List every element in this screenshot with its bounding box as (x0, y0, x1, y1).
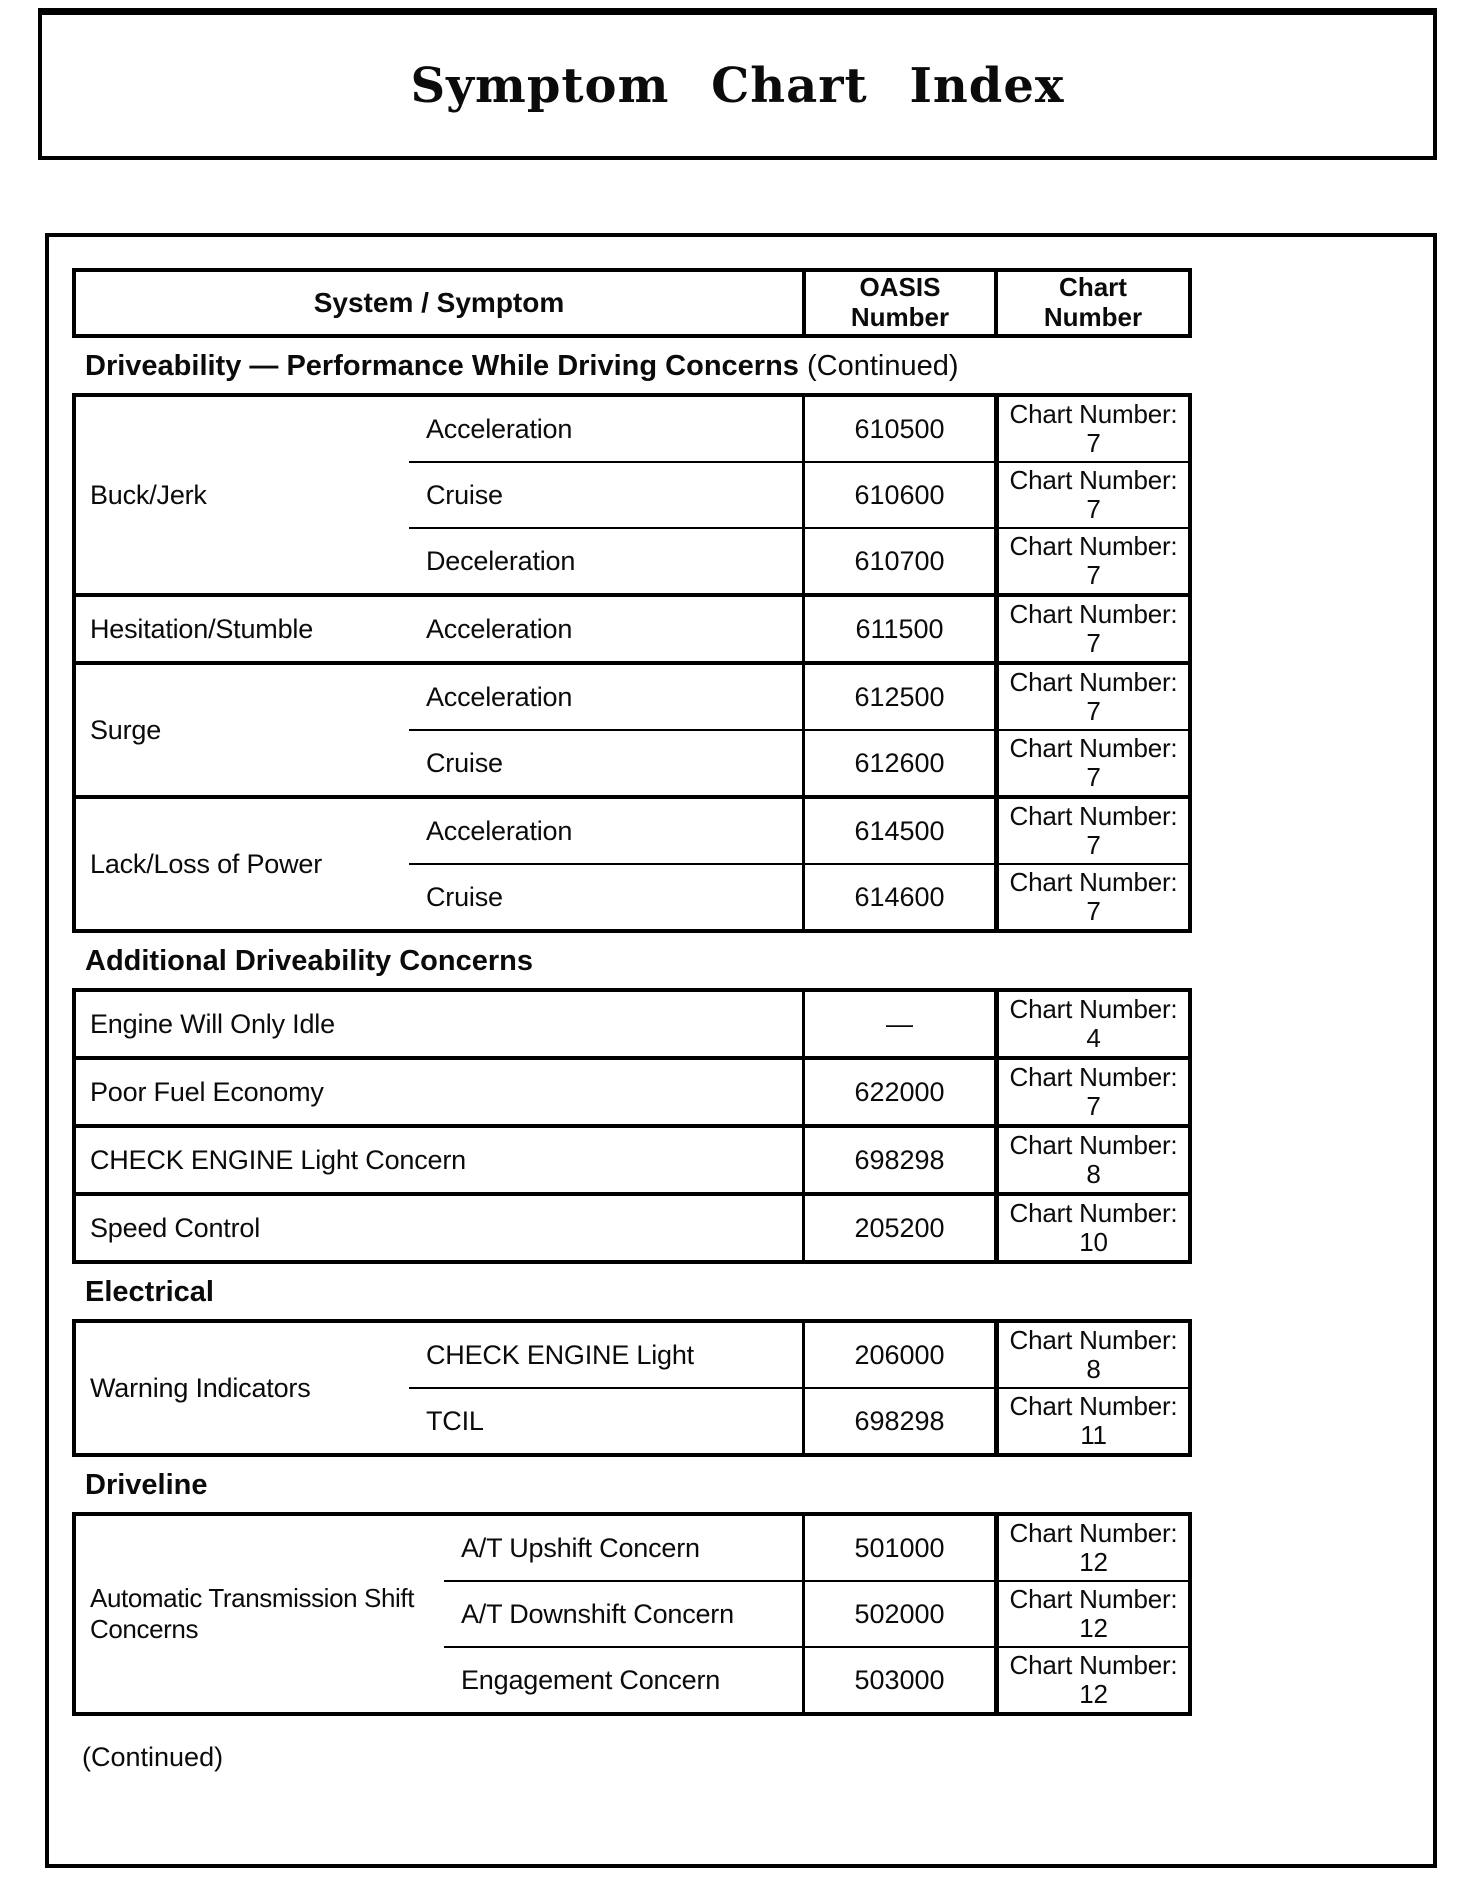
chart-prefix: Chart Number: (1009, 1517, 1178, 1548)
symptom-cell: A/T Upshift Concern (461, 1532, 700, 1563)
oasis-cell: 612600 (802, 731, 994, 795)
row-poor-fuel-economy (72, 1056, 1192, 1128)
chart-cell (994, 1196, 1188, 1260)
symptom-cell: Engagement Concern (461, 1664, 721, 1695)
group-rows (409, 397, 1188, 593)
system-cell: Speed Control (90, 1212, 261, 1243)
chart-prefix: Chart Number: (1009, 1583, 1178, 1614)
chart-cell (994, 463, 1188, 527)
oasis-cell: 610700 (802, 529, 994, 593)
chart-cell (994, 799, 1188, 863)
symptom-cell: Acceleration (426, 613, 573, 644)
table-row (409, 461, 1188, 527)
oasis-cell: 614500 (802, 799, 994, 863)
table-row (409, 1387, 1188, 1453)
group-rows (409, 665, 1188, 795)
system-cell: Automatic Transmission Shift Concerns (90, 1582, 415, 1644)
chart-cell (994, 865, 1188, 929)
chart-number: 7 (1086, 560, 1101, 590)
system-cell: CHECK ENGINE Light Concern (90, 1144, 466, 1175)
column-header-system-symptom: System / Symptom (313, 287, 565, 318)
chart-number: 4 (1086, 1023, 1101, 1053)
chart-cell (994, 665, 1188, 729)
oasis-cell: 502000 (802, 1582, 994, 1646)
oasis-cell: 206000 (802, 1323, 994, 1387)
table-row (409, 729, 1188, 795)
chart-cell (994, 597, 1188, 661)
chart-header-line1: Chart (1059, 272, 1127, 303)
oasis-cell: 205200 (802, 1196, 994, 1260)
oasis-cell: 612500 (802, 665, 994, 729)
group-buck-jerk (72, 393, 1192, 597)
system-cell: Engine Will Only Idle (90, 1008, 335, 1039)
chart-number: 7 (1086, 1091, 1101, 1121)
oasis-cell: 698298 (802, 1389, 994, 1453)
table-row (409, 397, 1188, 461)
oasis-cell: 698298 (802, 1128, 994, 1192)
section-label-electrical (72, 1264, 1192, 1319)
chart-cell (994, 529, 1188, 593)
section-label-rest: (Continued) (798, 350, 959, 382)
row-speed-control (72, 1192, 1192, 1264)
oasis-header-line2: Number (850, 302, 950, 332)
chart-number: 10 (1079, 1227, 1108, 1257)
section-label-bold: Driveability — Performance While Driving Concerns (85, 350, 799, 382)
chart-number: 7 (1086, 696, 1101, 726)
column-header-oasis-number (802, 272, 994, 334)
column-header-chart-number (994, 272, 1188, 334)
table-row (409, 527, 1188, 593)
section-label-bold: Driveline (85, 1469, 208, 1501)
chart-number: 7 (1086, 428, 1101, 458)
table-row (409, 665, 1188, 729)
symptom-cell: Cruise (426, 747, 503, 778)
index-table-container (45, 233, 1437, 1868)
group-warning-indicators (72, 1319, 1192, 1457)
table-area (72, 268, 1192, 1773)
group-rows (409, 597, 1188, 661)
chart-number: 8 (1086, 1159, 1101, 1189)
table-row (444, 1646, 1188, 1712)
continued-note: (Continued) (82, 1742, 224, 1772)
system-cell: Surge (90, 714, 162, 745)
symptom-cell: Acceleration (426, 815, 573, 846)
chart-prefix: Chart Number: (1009, 1197, 1178, 1228)
table-row (409, 1323, 1188, 1387)
chart-cell (994, 1060, 1188, 1124)
oasis-cell: 610600 (802, 463, 994, 527)
chart-number: 7 (1086, 494, 1101, 524)
row-engine-will-only-idle (72, 988, 1192, 1060)
chart-prefix: Chart Number: (1009, 800, 1178, 831)
table-row (444, 1580, 1188, 1646)
system-cell: Poor Fuel Economy (90, 1076, 324, 1107)
section-label-bold: Electrical (85, 1276, 214, 1308)
chart-prefix: Chart Number: (1009, 1390, 1178, 1421)
oasis-cell: 610500 (802, 397, 994, 461)
page-title: Symptom Chart Index (410, 57, 1065, 114)
symptom-cell: TCIL (426, 1405, 484, 1436)
group-hesitation-stumble (72, 593, 1192, 665)
chart-prefix: Chart Number: (1009, 666, 1178, 697)
title-box (38, 8, 1437, 160)
table-row (409, 597, 1188, 661)
symptom-cell: Cruise (426, 881, 503, 912)
chart-prefix: Chart Number: (1009, 866, 1178, 897)
section-label-driveline (72, 1457, 1192, 1512)
chart-number: 7 (1086, 830, 1101, 860)
symptom-cell: CHECK ENGINE Light (426, 1339, 694, 1370)
chart-number: 12 (1079, 1613, 1108, 1643)
system-cell: Warning Indicators (90, 1372, 311, 1403)
chart-prefix: Chart Number: (1009, 1649, 1178, 1680)
symptom-cell: Deceleration (426, 545, 576, 576)
chart-cell (994, 1389, 1188, 1453)
chart-prefix: Chart Number: (1009, 993, 1178, 1024)
chart-prefix: Chart Number: (1009, 1129, 1178, 1160)
table-row (444, 1516, 1188, 1580)
group-lack-loss-of-power (72, 795, 1192, 933)
group-automatic-transmission-shift-concerns (72, 1512, 1192, 1716)
oasis-cell: 501000 (802, 1516, 994, 1580)
chart-cell (994, 731, 1188, 795)
table-header (72, 268, 1192, 338)
group-rows (409, 799, 1188, 929)
chart-number: 7 (1086, 762, 1101, 792)
chart-prefix: Chart Number: (1009, 598, 1178, 629)
chart-prefix: Chart Number: (1009, 464, 1178, 495)
chart-number: 12 (1079, 1547, 1108, 1577)
chart-header-line2: Number (1043, 302, 1143, 332)
chart-prefix: Chart Number: (1009, 1061, 1178, 1092)
chart-number: 12 (1079, 1679, 1108, 1709)
chart-prefix: Chart Number: (1009, 530, 1178, 561)
chart-cell (994, 1323, 1188, 1387)
chart-cell (994, 1516, 1188, 1580)
row-check-engine-light-concern (72, 1124, 1192, 1196)
chart-cell (994, 1582, 1188, 1646)
section-label-driveability (72, 338, 1192, 393)
chart-prefix: Chart Number: (1009, 732, 1178, 763)
group-rows (444, 1516, 1188, 1712)
oasis-cell: 611500 (802, 597, 994, 661)
oasis-header-line1: OASIS (859, 272, 941, 303)
symptom-cell: A/T Downshift Concern (461, 1598, 734, 1629)
oasis-cell: 622000 (802, 1060, 994, 1124)
oasis-cell: 614600 (802, 865, 994, 929)
chart-cell (994, 992, 1188, 1056)
chart-prefix: Chart Number: (1009, 398, 1178, 429)
system-cell: Lack/Loss of Power (90, 848, 323, 879)
table-row (409, 799, 1188, 863)
system-cell: Buck/Jerk (90, 479, 207, 510)
chart-prefix: Chart Number: (1009, 1324, 1178, 1355)
chart-cell (994, 1128, 1188, 1192)
group-surge (72, 661, 1192, 799)
chart-number: 8 (1086, 1354, 1101, 1384)
table-row (409, 863, 1188, 929)
chart-number: 7 (1086, 896, 1101, 926)
symptom-cell: Cruise (426, 479, 503, 510)
chart-number: 11 (1080, 1420, 1107, 1450)
oasis-cell: — (802, 992, 994, 1056)
section-label-additional-driveability (72, 933, 1192, 988)
symptom-cell: Acceleration (426, 413, 573, 444)
system-cell: Hesitation/Stumble (90, 613, 314, 644)
chart-cell (994, 397, 1188, 461)
chart-number: 7 (1086, 628, 1101, 658)
symptom-cell: Acceleration (426, 681, 573, 712)
chart-cell (994, 1648, 1188, 1712)
oasis-cell: 503000 (802, 1648, 994, 1712)
section-label-bold: Additional Driveability Concerns (85, 945, 533, 977)
group-rows (409, 1323, 1188, 1453)
